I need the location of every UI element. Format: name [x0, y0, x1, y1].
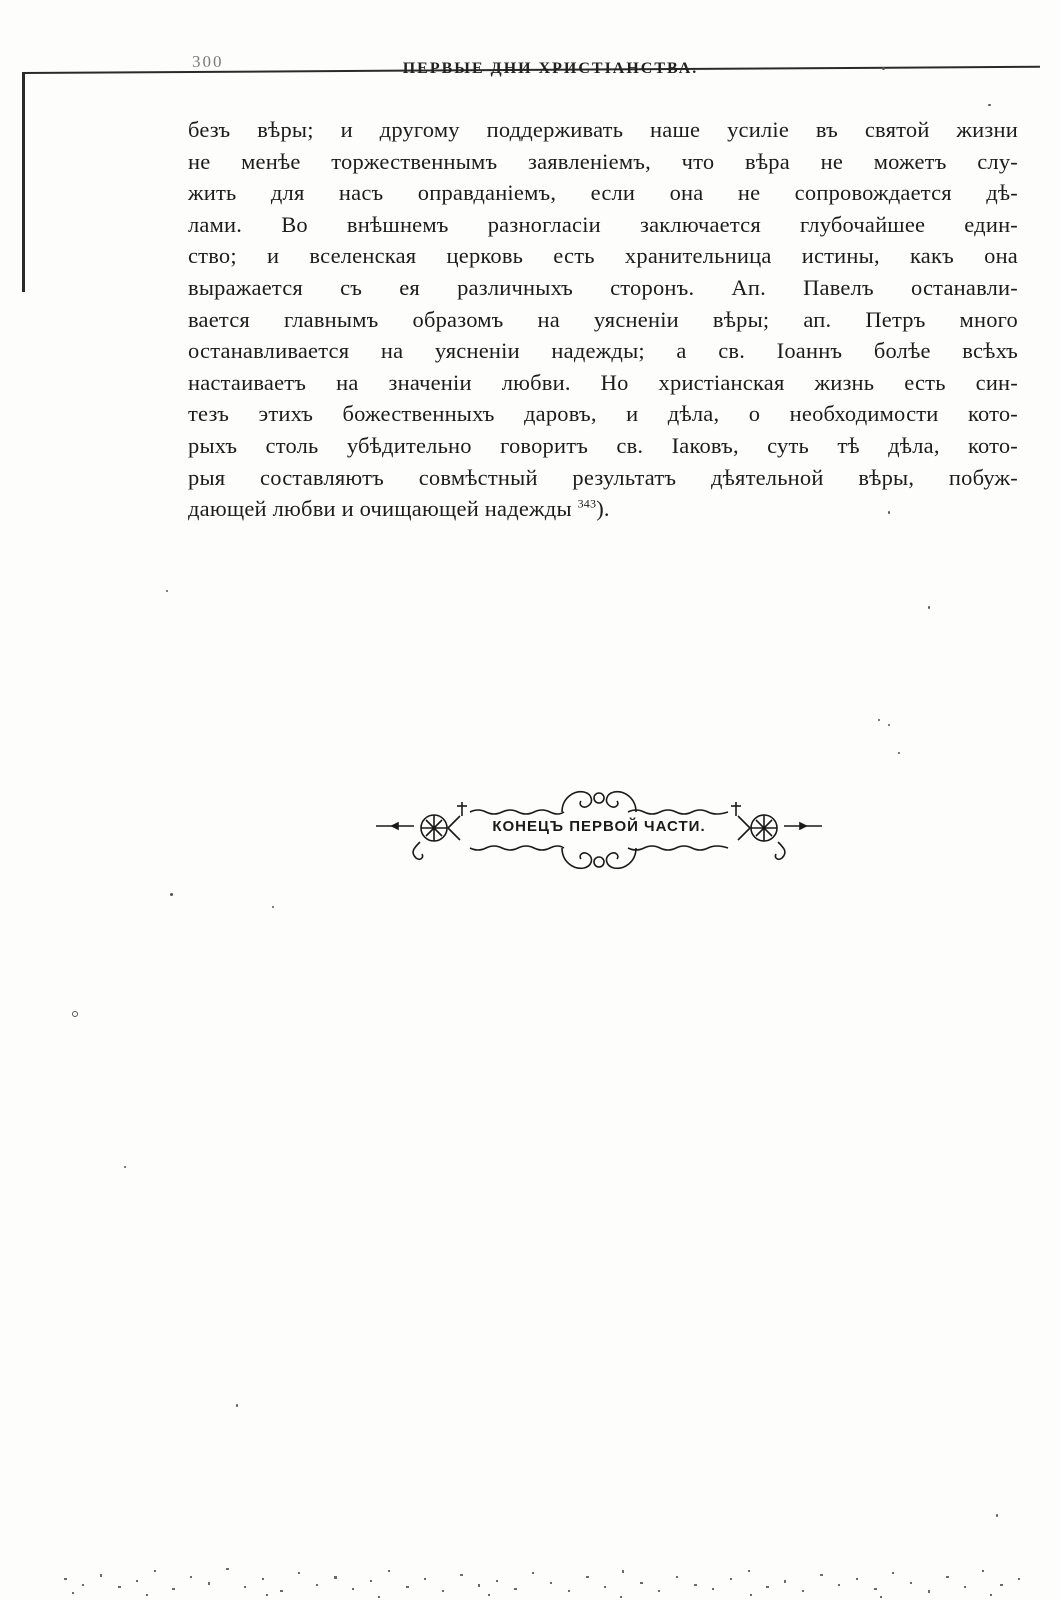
scan-speck — [898, 752, 900, 754]
text-line: рыхъ столь убѣдительно говоритъ св. Іаковъ, суть тѣ дѣла, кото- — [188, 432, 1018, 458]
text-line: выражается съ ея различныхъ сторонъ. Ап. Павелъ останавли- — [188, 274, 1018, 300]
page-number: 300 — [192, 52, 224, 71]
running-title: ПЕРВЫЕ ДНИ ХРИСТІАНСТВА. — [402, 60, 699, 77]
scan-speck — [988, 104, 991, 106]
scan-speck — [170, 893, 173, 896]
scan-speck — [166, 590, 168, 592]
end-ornament — [374, 782, 824, 878]
text-line: безъ вѣры; и другому поддерживать наше усиліе въ святой жизни — [188, 117, 1018, 142]
scan-speck — [72, 1011, 78, 1017]
scan-speck — [928, 606, 930, 609]
scan-speck — [882, 67, 885, 70]
text-line: лами. Во внѣшнемъ разногласіи заключается глубочайшее един- — [188, 211, 1018, 237]
end-of-part-label: КОНЕЦЪ ПЕРВОЙ ЧАСТИ. — [492, 818, 706, 835]
text-line: настаиваетъ на значеніи любви. Но христіанская жизнь есть син- — [188, 369, 1018, 395]
text-line-last — [188, 493, 1018, 525]
last-line-text: дающей любви и очищающей надежды — [188, 496, 572, 522]
text-line: не менѣе торжественнымъ заявленіемъ, что вѣра не можетъ слу- — [188, 148, 1018, 174]
text-line: останавливается на уясненіи надежды; а св. Іоаннъ болѣе всѣхъ — [188, 338, 1018, 364]
text-line: ство; и вселенская церковь есть хранительница истины, какъ она — [188, 243, 1018, 269]
text-line: тезъ этихъ божественныхъ даровъ, и дѣла, о необходимости кото- — [188, 401, 1018, 427]
last-line-tail: ). — [596, 496, 610, 522]
page-edge-mark — [22, 72, 25, 292]
scan-speck — [272, 906, 274, 908]
text-line: вается главнымъ образомъ на уясненіи вѣры; ап. Петръ много — [188, 306, 1018, 332]
scan-speck — [888, 724, 890, 726]
body-text — [188, 114, 1018, 525]
running-header — [0, 58, 1061, 78]
scan-speck — [888, 511, 890, 514]
footnote-reference: 343 — [577, 496, 597, 511]
scan-speck — [878, 719, 880, 721]
scan-noise-band — [60, 1540, 1040, 1600]
scan-speck — [124, 1166, 126, 1168]
text-line: жить для насъ оправданіемъ, если она не сопровождается дѣ- — [188, 180, 1018, 206]
scan-speck — [996, 1514, 998, 1517]
text-line: рыя составляютъ совмѣстный результатъ дѣятельной вѣры, побуж- — [188, 464, 1018, 490]
scan-speck — [236, 1404, 238, 1407]
